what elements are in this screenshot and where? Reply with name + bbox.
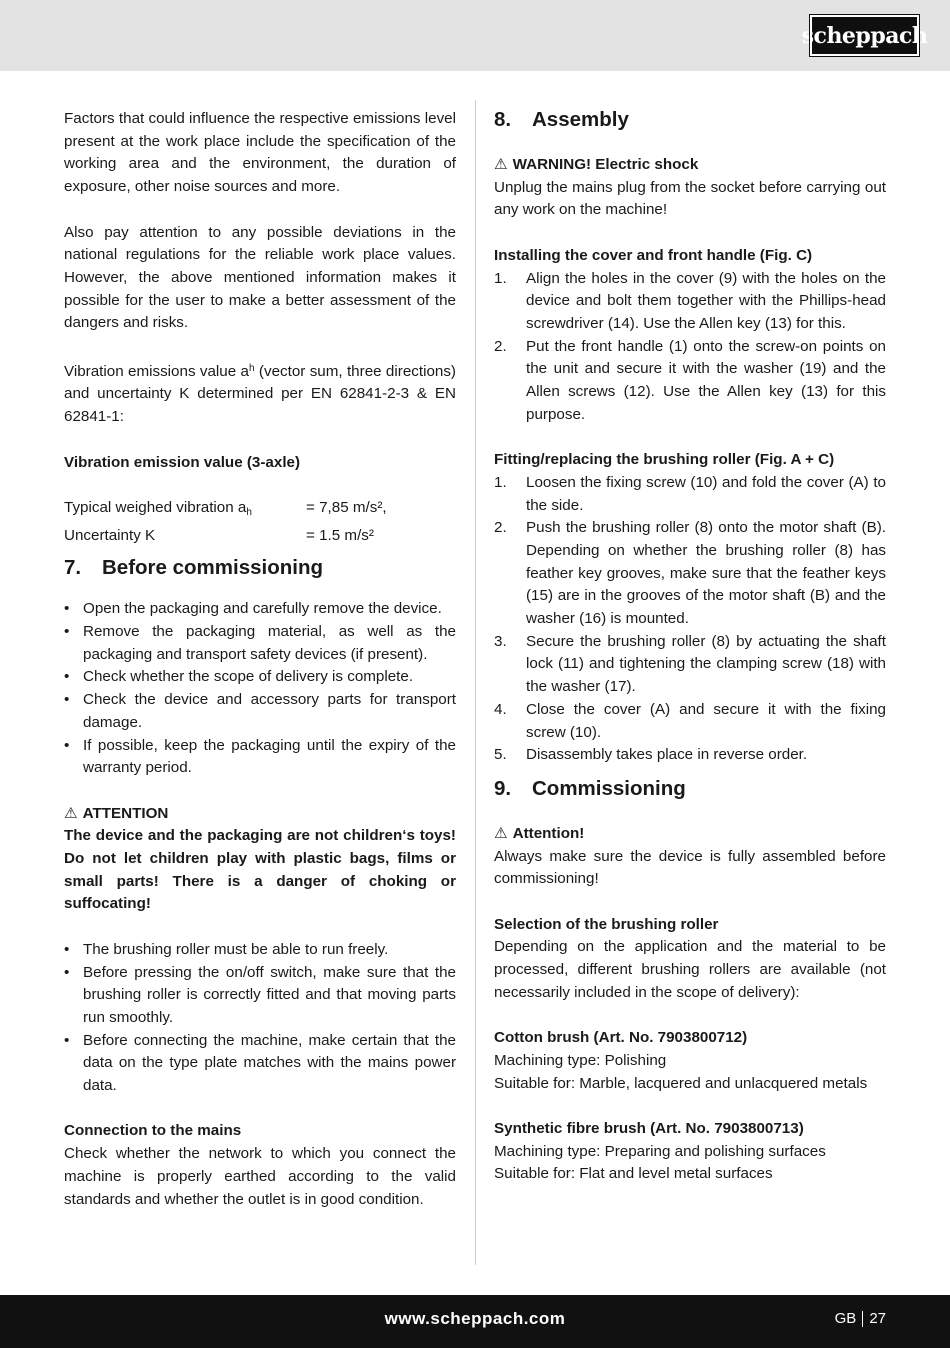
list-item-text: The brushing roller must be able to run freely. xyxy=(83,940,389,958)
vibration-row-typical xyxy=(64,497,456,525)
cotton-brush-machining: Machining type: Polishing xyxy=(494,1051,667,1069)
vibration-row-uncertainty xyxy=(64,525,456,548)
logo-text: scheppach xyxy=(801,22,928,49)
mains-heading: Connection to the mains xyxy=(64,1122,242,1140)
emissions-paragraph: Factors that could influence the respective emissions level present at the work place include the specification of the working area and the environment, the duration of exposure, other noise sources and more. xyxy=(64,110,456,196)
section-7-title: Before commissioning xyxy=(102,556,323,580)
list-item-text: Check whether the scope of delivery is complete. xyxy=(83,668,414,686)
list-item-text: Remove the packaging material, as well as the packaging and transport safety devices (if present). xyxy=(83,623,456,663)
column-divider xyxy=(475,100,476,1265)
section-9-number: 9. xyxy=(494,776,512,800)
vibration-label-typical xyxy=(64,497,306,525)
list-item-text: Check the device and accessory parts for transport damage. xyxy=(83,691,456,731)
warning-triangle-icon: ⚠ xyxy=(494,156,508,173)
vibration-intro-sup: h xyxy=(249,362,255,374)
list-item: • Before connecting the machine, make certain that the data on the type plate matches with the mains power data. xyxy=(64,1031,456,1095)
list-item: 4. Close the cover (A) and secure it with the fixing screw (10). xyxy=(494,700,886,741)
list-item: • Before pressing the on/off switch, make sure that the brushing roller is correctly fitted and that moving parts run smoothly. xyxy=(64,963,456,1026)
cover-heading: Installing the cover and front handle (Fig. C) xyxy=(494,246,813,264)
list-item: • Remove the packaging material, as well as the packaging and transport safety devices (if present). xyxy=(64,623,456,663)
typical-label-sub: h xyxy=(246,506,252,518)
vibration-intro-paragraph xyxy=(64,358,456,429)
attention-text: Always make sure the device is fully assembled before commissioning! xyxy=(494,847,886,888)
typical-label-text: Typical weighed vibration a xyxy=(64,498,247,516)
section-7-number: 7. xyxy=(64,556,82,580)
vibration-value-typical: = 7,85 m/s², xyxy=(306,498,387,516)
safety-checks-list xyxy=(64,939,456,1098)
list-item: 5. Disassembly takes place in reverse order. xyxy=(494,746,808,764)
left-column xyxy=(64,108,456,1211)
attention-text: The device and the packaging are not children‘s toys! Do not let children play with plastic bags, films or small parts! There is a danger of choking or suffocating! xyxy=(64,827,456,913)
selection-heading: Selection of the brushing roller xyxy=(494,915,719,933)
list-item-text: Before connecting the machine, make certain that the data on the type plate matches with the mains power data. xyxy=(83,1031,456,1095)
page-indicator xyxy=(835,1310,886,1327)
list-item-text: Secure the brushing roller (8) by actuating the shaft lock (11) and tightening the clamping screw (18) with the washer (17). xyxy=(526,632,886,696)
section-9-title: Commissioning xyxy=(532,776,686,800)
warning-triangle-icon: ⚠ xyxy=(494,824,508,842)
roller-heading: Fitting/replacing the brushing roller (Fig. A + C) xyxy=(494,451,835,469)
vibration-label-uncertainty: Uncertainty K xyxy=(64,526,156,544)
right-column xyxy=(494,108,886,1186)
section-8-title: Assembly xyxy=(532,108,629,131)
attention-heading xyxy=(64,803,456,826)
list-item: 1. Loosen the fixing screw (10) and fold the cover (A) to the side. xyxy=(494,473,886,514)
list-item: • Check the device and accessory parts for transport damage. xyxy=(64,691,456,731)
roller-steps-list xyxy=(494,472,886,767)
website-url: www.scheppach.com xyxy=(384,1309,566,1328)
before-commissioning-list xyxy=(64,598,456,780)
cotton-brush-suitable: Suitable for: Marble, lacquered and unlacquered metals xyxy=(494,1074,868,1092)
vibration-intro-text: Vibration emissions value a xyxy=(64,362,250,380)
warning-heading xyxy=(494,154,886,177)
list-item: • The brushing roller must be able to run freely. xyxy=(64,940,389,958)
synthetic-brush-machining: Machining type: Preparing and polishing surfaces xyxy=(494,1142,826,1160)
page-number: 27 xyxy=(869,1310,886,1327)
attention-title: ATTENTION xyxy=(82,804,169,822)
language-code: GB xyxy=(834,1310,857,1327)
list-item-text: Close the cover (A) and secure it with the fixing screw (10). xyxy=(526,700,886,741)
list-item-text: Put the front handle (1) onto the screw-on points on the unit and secure it with the washer (19) and the Allen screws (12). Use the Allen key (13) for this purpose. xyxy=(526,337,886,423)
list-item: • If possible, keep the packaging until the expiry of the warranty period. xyxy=(64,736,456,777)
cover-steps-list xyxy=(494,268,886,427)
vibration-value-uncertainty: = 1.5 m/s² xyxy=(306,526,374,544)
list-item: 2. Put the front handle (1) onto the screw-on points on the unit and secure it with the washer (19) and the Allen screws (12). Use the Allen key (13) for this purpose. xyxy=(494,337,886,423)
list-item: 1. Align the holes in the cover (9) with the holes on the device and bolt them together with the Phillips-head screwdriver (14). Use the Allen key (13) for this. xyxy=(494,269,886,332)
warning-title: WARNING! Electric shock xyxy=(512,156,699,173)
separator xyxy=(862,1311,863,1327)
page-footer xyxy=(0,1295,950,1348)
attention-heading xyxy=(494,823,886,846)
warning-triangle-icon: ⚠ xyxy=(64,804,78,822)
mains-text: Check whether the network to which you connect the machine is properly earthed according to the valid standards and whether the outlet is in good condition. xyxy=(64,1145,456,1208)
list-item: • Open the packaging and carefully remove the device. xyxy=(64,600,442,618)
list-item-text: Loosen the fixing screw (10) and fold the cover (A) to the side. xyxy=(526,473,886,514)
list-item-text: Align the holes in the cover (9) with the holes on the device and bolt them together with the Phillips-head screwdriver (14). Use the Allen key (13) for this. xyxy=(526,269,886,332)
vibration-heading: Vibration emission value (3-axle) xyxy=(64,453,301,471)
section-7-heading xyxy=(64,556,456,580)
section-9-heading xyxy=(494,777,886,801)
list-item: • Check whether the scope of delivery is complete. xyxy=(64,668,414,686)
synthetic-brush-suitable: Suitable for: Flat and level metal surfaces xyxy=(494,1165,773,1183)
scheppach-logo xyxy=(801,15,928,56)
list-item-text: If possible, keep the packaging until the expiry of the warranty period. xyxy=(83,736,456,777)
selection-text: Depending on the application and the material to be processed, different brushing rollers are available (not necessarily included in the scope of delivery): xyxy=(494,938,886,1001)
warning-text: Unplug the mains plug from the socket before carrying out any work on the machine! xyxy=(494,178,886,219)
vibration-intro-rest: (vector sum, three directions) and uncertainty K determined per EN 62841-2-3 & EN 62841-1: xyxy=(64,362,456,426)
list-item-text: Disassembly takes place in reverse order. xyxy=(526,746,808,764)
attention-title: Attention! xyxy=(512,824,585,842)
regulations-paragraph: Also pay attention to any possible deviations in the national regulations for the reliable work place values. However, the above mentioned information makes it possible for the user to make a better assessment of the dangers and risks. xyxy=(64,223,456,332)
list-item-text: Push the brushing roller (8) onto the motor shaft (B). Depending on whether the brushing roller (8) has feather key grooves, make sure that the feather keys (15) are in the grooves of the motor shaft (B) and the washer (16) is mounted. xyxy=(526,519,886,628)
section-8-heading xyxy=(494,108,886,132)
list-item-text: Before pressing the on/off switch, make sure that the brushing roller is correctly fitted and that moving parts run smoothly. xyxy=(83,963,456,1026)
list-item: 2. Push the brushing roller (8) onto the motor shaft (B). Depending on whether the brushing roller (8) has feather key grooves, make sure that the feather keys (15) are in the grooves of the motor shaft (B) and the washer (16) is mounted. xyxy=(494,519,886,628)
section-8-number: 8. xyxy=(494,108,512,131)
synthetic-brush-heading: Synthetic fibre brush (Art. No. 7903800713) xyxy=(494,1120,804,1138)
list-item-text: Open the packaging and carefully remove the device. xyxy=(83,600,442,618)
list-item: 3. Secure the brushing roller (8) by actuating the shaft lock (11) and tightening the clamping screw (18) with the washer (17). xyxy=(494,632,886,696)
cotton-brush-heading: Cotton brush (Art. No. 7903800712) xyxy=(494,1029,748,1047)
